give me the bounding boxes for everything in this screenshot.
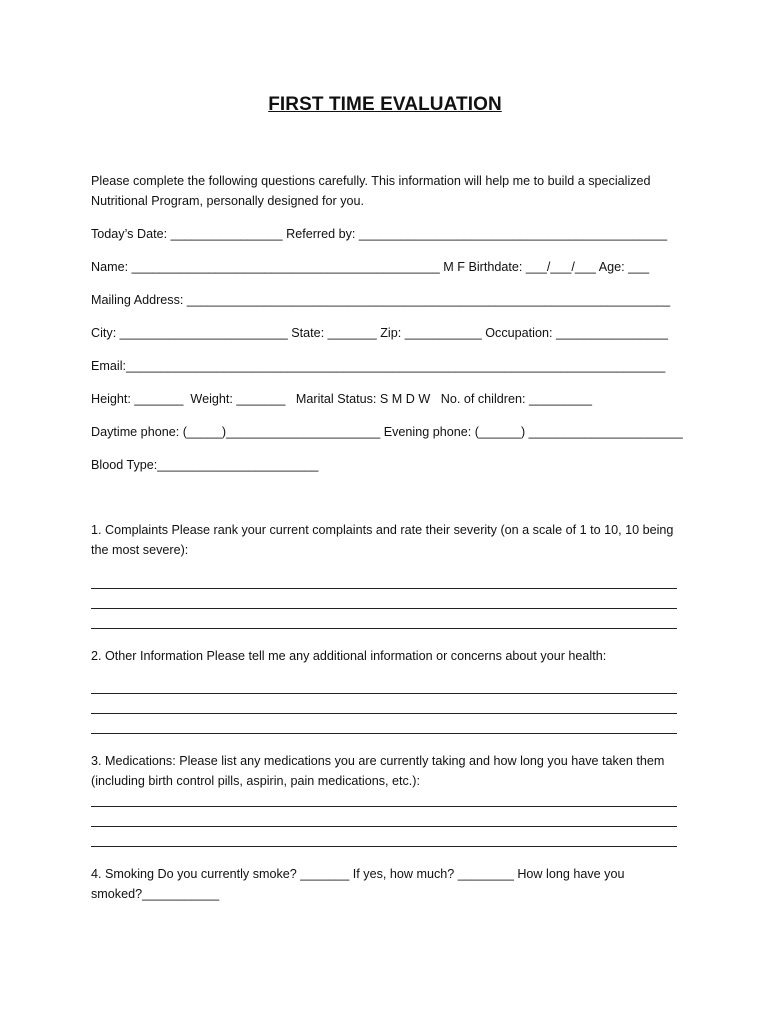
intro-line-2: Nutritional Program, personally designed for you. (91, 194, 365, 208)
answer-line[interactable] (91, 608, 677, 609)
question-4-line-1[interactable]: 4. Smoking Do you currently smoke? _______ If yes, how much? ________ How long have you (91, 867, 625, 881)
todays-date-referred-by-field[interactable]: Today’s Date: ________________ Referred by: ____________________________________________ (91, 227, 668, 241)
answer-line[interactable] (91, 693, 677, 694)
answer-line[interactable] (91, 733, 677, 734)
email-field[interactable]: Email:_____________________________________________________________________________ (91, 359, 666, 373)
question-2-line-1: 2. Other Information Please tell me any additional information or concerns about your health: (91, 649, 607, 663)
intro-line-1: Please complete the following questions carefully. This information will help me to build a specialized (91, 174, 651, 188)
phone-field[interactable]: Daytime phone: (_____)______________________ Evening phone: (______) ______________________ (91, 425, 683, 439)
answer-line[interactable] (91, 628, 677, 629)
answer-line[interactable] (91, 826, 677, 827)
city-state-zip-occupation-field[interactable]: City: ________________________ State: _______ Zip: ___________ Occupation: ________________ (91, 326, 669, 340)
form-title: FIRST TIME EVALUATION (268, 94, 502, 115)
answer-line[interactable] (91, 588, 677, 589)
question-3-line-1: 3. Medications: Please list any medications you are currently taking and how long you have taken them (91, 754, 665, 768)
answer-line[interactable] (91, 806, 677, 807)
height-weight-marital-children-field[interactable]: Height: _______ Weight: _______ Marital Status: S M D W No. of children: _________ (91, 392, 593, 406)
question-4-line-2[interactable]: smoked?___________ (91, 887, 220, 901)
question-1-line-1: 1. Complaints Please rank your current complaints and rate their severity (on a scale of 1 to 10, 10 being (91, 523, 674, 537)
question-3-line-2: (including birth control pills, aspirin, pain medications, etc.): (91, 774, 420, 788)
answer-line[interactable] (91, 713, 677, 714)
name-birthdate-age-field[interactable]: Name: ____________________________________________ M F Birthdate: ___/___/___ Age: ___ (91, 260, 650, 274)
blood-type-field[interactable]: Blood Type:_______________________ (91, 458, 319, 472)
mailing-address-field[interactable]: Mailing Address: _____________________________________________________________________ (91, 293, 671, 307)
question-1-line-2: the most severe): (91, 543, 189, 557)
answer-line[interactable] (91, 846, 677, 847)
